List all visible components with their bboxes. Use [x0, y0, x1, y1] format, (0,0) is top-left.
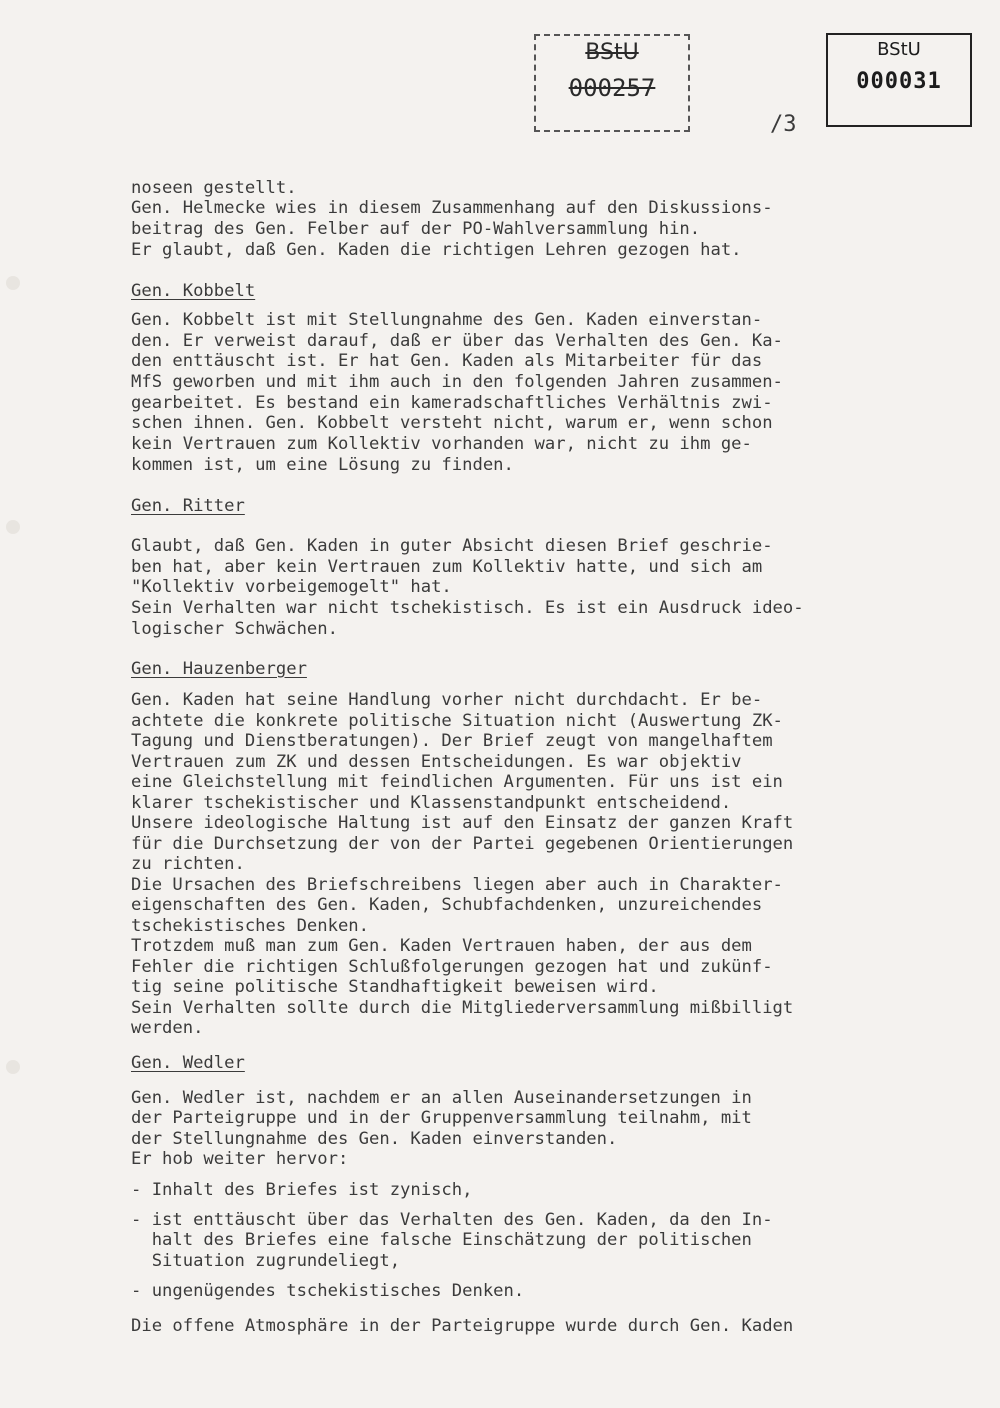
text-line: eigenschaften des Gen. Kaden, Schubfachdenken, unzureichendes	[131, 895, 763, 915]
text-line: zu richten.	[131, 854, 245, 874]
page-number: /3	[770, 112, 797, 137]
text-line: logischer Schwächen.	[131, 619, 338, 639]
archive-stamp-new	[826, 33, 972, 127]
text-line: für die Durchsetzung der von der Partei gegebenen Orientierungen	[131, 834, 794, 854]
section-heading: Gen. Kobbelt	[131, 281, 256, 301]
text-line: Vertrauen zum ZK und dessen Entscheidungen. Es war objektiv	[131, 752, 742, 772]
text-line: kommen ist, um eine Lösung zu finden.	[131, 455, 514, 475]
text-line: Trotzdem muß man zum Gen. Kaden Vertrauen haben, der aus dem	[131, 936, 752, 956]
punch-hole	[6, 1060, 20, 1074]
text-line: Er hob weiter hervor:	[131, 1149, 349, 1169]
text-line: ben hat, aber kein Vertrauen zum Kollektiv hatte, und sich am	[131, 557, 763, 577]
stamp-old-number: 000257	[568, 74, 656, 102]
text-line: kein Vertrauen zum Kollektiv vorhanden war, nicht zu ihm ge-	[131, 434, 752, 454]
text-line: der Stellungnahme des Gen. Kaden einverstanden.	[131, 1129, 618, 1149]
text-line: der Parteigruppe und in der Gruppenversammlung teilnahm, mit	[131, 1108, 752, 1128]
text-line: Situation zugrundeliegt,	[131, 1251, 401, 1271]
text-line: Gen. Kobbelt ist mit Stellungnahme des Gen. Kaden einverstan-	[131, 310, 763, 330]
text-line: Die offene Atmosphäre in der Parteigruppe wurde durch Gen. Kaden	[131, 1316, 794, 1336]
text-line: gearbeitet. Es bestand ein kameradschaftliches Verhältnis zwi-	[131, 393, 773, 413]
text-line: den. Er verweist darauf, daß er über das Verhalten des Gen. Ka-	[131, 331, 783, 351]
text-line: schen ihnen. Gen. Kobbelt versteht nicht, warum er, wenn schon	[131, 413, 773, 433]
punch-hole	[6, 276, 20, 290]
section-heading: Gen. Hauzenberger	[131, 659, 307, 679]
stamp-new-label: BStU	[877, 39, 921, 60]
text-line: tschekistisches Denken.	[131, 916, 369, 936]
text-line: halt des Briefes eine falsche Einschätzung der politischen	[131, 1230, 752, 1250]
punch-hole	[6, 520, 20, 534]
text-line: "Kollektiv vorbeigemogelt" hat.	[131, 577, 452, 597]
text-line: Unsere ideologische Haltung ist auf den Einsatz der ganzen Kraft	[131, 813, 794, 833]
archive-stamp-old	[534, 34, 690, 132]
stamp-old-label: BStU	[585, 40, 639, 65]
text-line: klarer tschekistischer und Klassenstandpunkt entscheidend.	[131, 793, 732, 813]
text-line: Fehler die richtigen Schlußfolgerungen gezogen hat und zukünf-	[131, 957, 773, 977]
text-line: tig seine politische Standhaftigkeit beweisen wird.	[131, 977, 659, 997]
text-line: den enttäuscht ist. Er hat Gen. Kaden als Mitarbeiter für das	[131, 351, 763, 371]
section-heading: Gen. Ritter	[131, 496, 245, 516]
text-line: - ungenügendes tschekistisches Denken.	[131, 1281, 525, 1301]
text-line: Sein Verhalten sollte durch die Mitgliederversammlung mißbilligt	[131, 998, 794, 1018]
text-line: eine Gleichstellung mit feindlichen Argumenten. Für uns ist ein	[131, 772, 783, 792]
text-line: Sein Verhalten war nicht tschekistisch. Es ist ein Ausdruck ideo-	[131, 598, 804, 618]
text-line: - ist enttäuscht über das Verhalten des Gen. Kaden, da den In-	[131, 1210, 773, 1230]
text-line: - Inhalt des Briefes ist zynisch,	[131, 1180, 473, 1200]
text-line: noseen gestellt.	[131, 178, 297, 198]
text-line: Gen. Wedler ist, nachdem er an allen Auseinandersetzungen in	[131, 1088, 752, 1108]
stamp-new-number: 000031	[856, 69, 942, 94]
text-line: MfS geworben und mit ihm auch in den folgenden Jahren zusammen-	[131, 372, 783, 392]
text-line: Er glaubt, daß Gen. Kaden die richtigen Lehren gezogen hat.	[131, 240, 742, 260]
text-line: Glaubt, daß Gen. Kaden in guter Absicht diesen Brief geschrie-	[131, 536, 773, 556]
text-line: werden.	[131, 1018, 204, 1038]
text-line: Tagung und Dienstberatungen). Der Brief zeugt von mangelhaftem	[131, 731, 773, 751]
text-line: Die Ursachen des Briefschreibens liegen aber auch in Charakter-	[131, 875, 783, 895]
section-heading: Gen. Wedler	[131, 1053, 245, 1073]
text-line: Gen. Helmecke wies in diesem Zusammenhang auf den Diskussions-	[131, 198, 773, 218]
text-line: Gen. Kaden hat seine Handlung vorher nicht durchdacht. Er be-	[131, 690, 763, 710]
text-line: achtete die konkrete politische Situation nicht (Auswertung ZK-	[131, 711, 783, 731]
text-line: beitrag des Gen. Felber auf der PO-Wahlversammlung hin.	[131, 219, 701, 239]
